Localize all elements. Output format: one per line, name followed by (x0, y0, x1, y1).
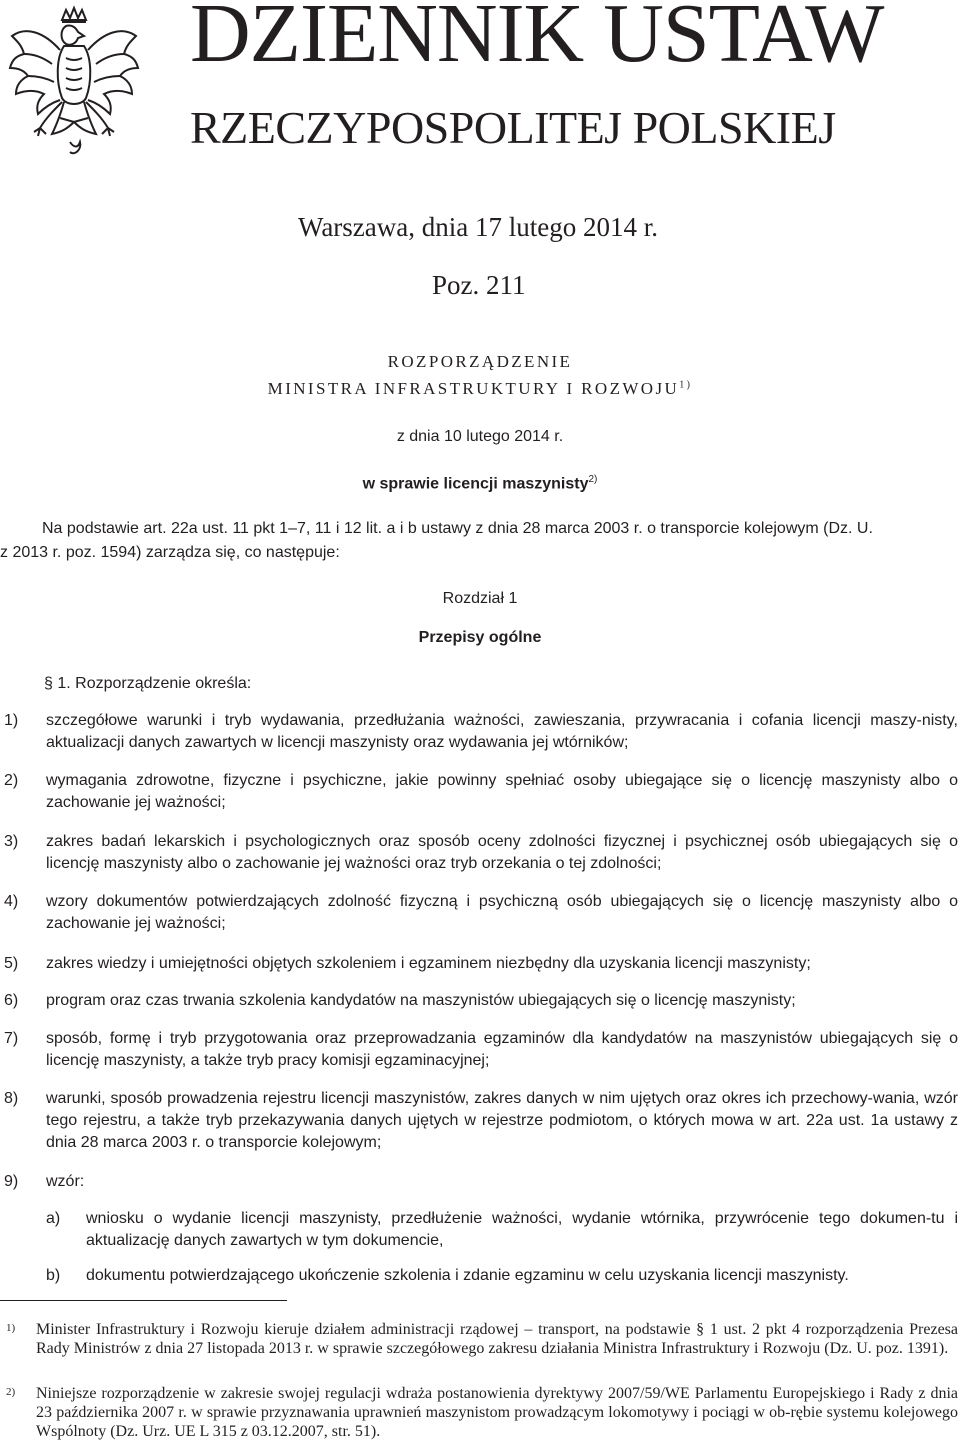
footnote-text: Niniejsze rozporządzenie w zakresie swojej regulacji wdraża postanowienia dyrektywy 2007/59/WE Parlamentu Europejskiego i Rady z dnia 23 października 2007 r. w sprawie przyznawania uprawnień maszynistom prowadzącym lokomotywy i pociągi w ob-rębie systemu kolejowego Wspólnoty (Dz. Urz. UE L 315 z 03.12.2007, str. 51). (36, 1385, 958, 1440)
subitem-letter: b) (46, 1267, 61, 1284)
subitem-text: dokumentu potwierdzającego ukończenie szkolenia i zdanie egzaminu w celu uzyskania licencji maszynisty. (86, 1267, 849, 1284)
preamble-line-2: z 2013 r. poz. 1594) zarządza się, co następuje: (0, 544, 340, 561)
chapter-title: Przepisy ogólne (418, 629, 542, 646)
item-text: zakres badań lekarskich i psychologicznych oraz sposób oceny zdolności fizycznej i psychicznej osób ubiegających się o licencję maszynisty albo o zachowanie jej ważności oraz tryb orzekania o tej zdolności; (46, 833, 958, 872)
act-issuer: MINISTRA INFRASTRUKTURY I ROZWOJU$^{1)}$ (267, 379, 693, 398)
item-text: wzory dokumentów potwierdzających zdolność fizyczną i psychiczną osób ubiegających się o licencję maszynisty albo o zachowanie jej ważności; (46, 893, 958, 932)
item-number: 3) (4, 833, 19, 850)
footnote-number: 1) (6, 1322, 16, 1334)
position-number: Poz. 211 (432, 270, 526, 300)
item-number: 9) (4, 1173, 19, 1190)
footnote-text: Minister Infrastruktury i Rozwoju kieruje działem administracji rządowej – transport, na podstawie § 1 ust. 2 pkt 4 rozporządzenia Prezesa Rady Ministrów z dnia 27 listopada 2013 r. w sprawie szczegółowego zakresu działania Ministra Infrastruktury i Rozwoju (Dz. U. poz. 1391). (36, 1321, 958, 1357)
item-text: program oraz czas trwania szkolenia kandydatów na maszynistów ubiegających się o licencję maszynisty; (46, 992, 796, 1009)
section-1-intro: § 1. Rozporządzenie określa: (44, 675, 252, 692)
item-text: szczegółowe warunki i tryb wydawania, przedłużania ważności, zawieszania, przywracania i cofania licencji maszy-nisty, aktualizacji danych zawartych w licencji maszynisty oraz wydawania jej wtórników; (46, 712, 958, 751)
subitem-text: wniosku o wydanie licencji maszynisty, przedłużenie ważności, wydanie wtórnika, przywrócenie tego dokumen-tu i aktualizację danych zawartych w tym dokumencie, (86, 1210, 958, 1249)
item-text: wzór: (46, 1173, 85, 1190)
item-number: 5) (4, 955, 19, 972)
item-text: sposób, formę i tryb przygotowania oraz przeprowadzania egzaminów dla kandydatów na maszynistów ubiegających się o licencję maszynisty, a także tryb pracy komisji egzaminacyjnej; (46, 1030, 958, 1069)
act-subject: w sprawie licencji maszynisty$^{2)}$ (362, 474, 598, 493)
issue-date: Warszawa, dnia 17 lutego 2014 r. (298, 212, 658, 242)
item-number: 4) (4, 893, 19, 910)
act-date: z dnia 10 lutego 2014 r. (396, 428, 564, 445)
act-type: ROZPORZĄDZENIE (387, 352, 573, 371)
item-number: 6) (4, 992, 19, 1009)
item-number: 8) (4, 1090, 19, 1107)
journal-title: DZIENNIK USTAW (190, 0, 884, 80)
footnote-ref: 1) (679, 379, 693, 391)
journal-subtitle: RZECZYPOSPOLITEJ POLSKIEJ (190, 102, 836, 153)
item-text: wymagania zdrowotne, fizyczne i psychiczne, jakie powinny spełniać osoby ubiegające się o licencję maszynisty albo o zachowanie jej ważności; (46, 772, 958, 811)
item-number: 1) (4, 712, 19, 729)
item-text: warunki, sposób prowadzenia rejestru licencji maszynistów, zakres danych w nim ujętych oraz okres ich przechowy-wania, wzór tego rejestru, a także tryb przekazywania danych ujętych w rejestrze podmiotom, o których mowa w art. 22a ust. 1a ustawy z dnia 28 marca 2003 r. o transporcie kolejowym; (46, 1090, 958, 1151)
item-number: 7) (4, 1030, 19, 1047)
footnote-number: 2) (6, 1386, 16, 1398)
subitem-letter: a) (46, 1210, 61, 1227)
item-text: zakres wiedzy i umiejętności objętych szkoleniem i egzaminem niezbędny dla uzyskania licencji maszynisty; (46, 955, 811, 972)
chapter-number: Rozdział 1 (442, 590, 518, 607)
preamble-line-1: Na podstawie art. 22a ust. 11 pkt 1–7, 11 i 12 lit. a i b ustawy z dnia 28 marca 2003 r. o transporcie kolejowym (Dz. U. (42, 520, 873, 537)
item-number: 2) (4, 772, 19, 789)
footnote-ref: 2) (588, 474, 598, 485)
eagle-emblem (4, 2, 144, 162)
footnote-divider (0, 1300, 287, 1301)
